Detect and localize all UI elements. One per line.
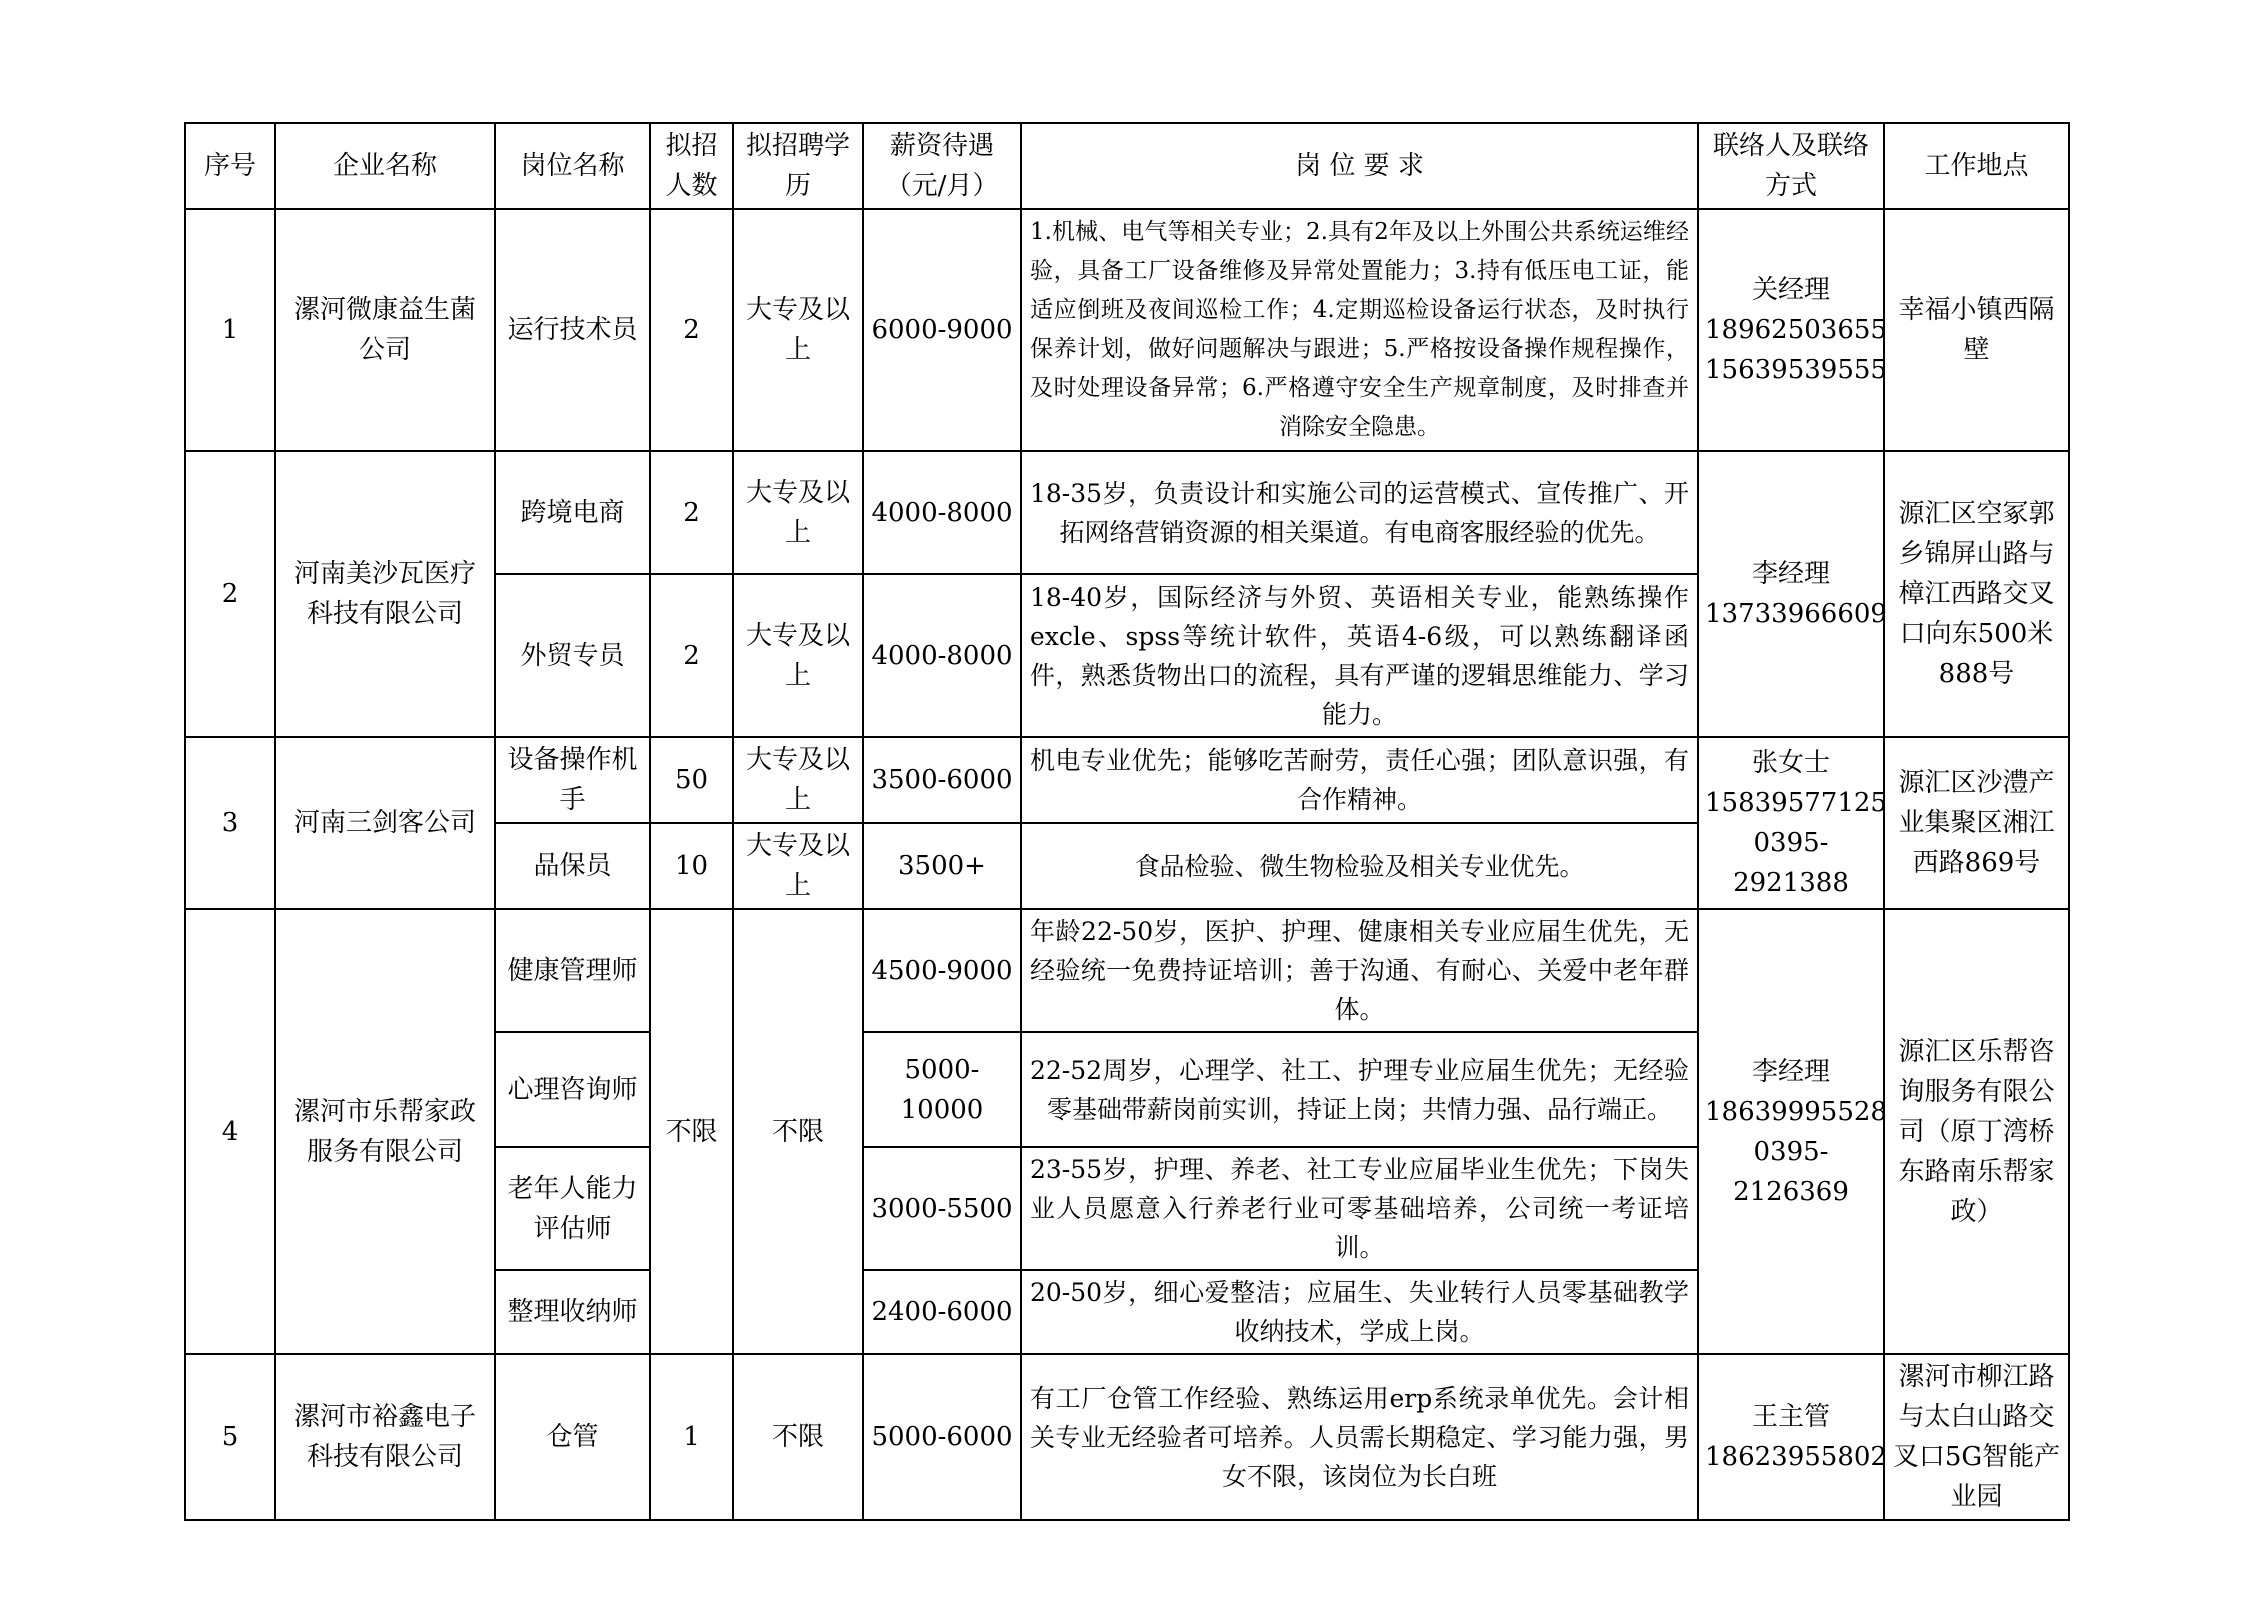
contact-name: 李经理 xyxy=(1751,559,1830,589)
contact-phone: 15839577125 xyxy=(1705,788,1887,818)
table-row xyxy=(185,451,2069,574)
contact-name: 关经理 xyxy=(1751,275,1830,305)
header-education: 拟招聘学历 xyxy=(733,123,863,209)
work-location: 幸福小镇西隔壁 xyxy=(1884,209,2069,451)
table-row xyxy=(185,909,2069,1032)
position-title: 设备操作机手 xyxy=(495,737,650,823)
salary: 3000-5500 xyxy=(863,1147,1021,1270)
contact-phone: 18639995528 xyxy=(1705,1096,1887,1127)
requirements: 1.机械、电气等相关专业；2.具有2年及以上外围公共系统运维经验，具备工厂设备维修及异常处置能力；3.持有低压电工证，能适应倒班及夜间巡检工作；4.定期巡检设备运行状态，及时执行保养计划，做好问题解决与跟进；5.严格按设备操作规程操作，及时处理设备异常；6.严格遵守安全生产规章制度，及时排查并消除安全隐患。 xyxy=(1021,209,1698,451)
education: 大专及以上 xyxy=(733,574,863,737)
header-company: 企业名称 xyxy=(275,123,495,209)
recruitment-table xyxy=(184,122,2070,1521)
salary: 4000-8000 xyxy=(863,451,1021,574)
salary: 4500-9000 xyxy=(863,909,1021,1032)
seq-cell: 3 xyxy=(185,737,275,909)
company-name: 河南美沙瓦医疗科技有限公司 xyxy=(275,451,495,737)
position-title: 运行技术员 xyxy=(495,209,650,451)
position-title: 外贸专员 xyxy=(495,574,650,737)
hire-count: 2 xyxy=(650,574,733,737)
requirements: 食品检验、微生物检验及相关专业优先。 xyxy=(1021,823,1698,909)
header-requirements: 岗 位 要 求 xyxy=(1021,123,1698,209)
header-location: 工作地点 xyxy=(1884,123,2069,209)
requirements: 22-52周岁，心理学、社工、护理专业应届生优先；无经验零基础带薪岗前实训，持证上岗；共情力强、品行端正。 xyxy=(1021,1032,1698,1147)
salary: 4000-8000 xyxy=(863,574,1021,737)
contact-phone: 13733966609 xyxy=(1705,599,1887,629)
header-salary: 薪资待遇（元/月） xyxy=(863,123,1021,209)
table-row xyxy=(185,1354,2069,1520)
requirements: 20-50岁，细心爱整洁；应届生、失业转行人员零基础教学收纳技术，学成上岗。 xyxy=(1021,1270,1698,1354)
position-title: 心理咨询师 xyxy=(495,1032,650,1147)
requirements: 机电专业优先；能够吃苦耐劳，责任心强；团队意识强，有合作精神。 xyxy=(1021,737,1698,823)
contact-cell xyxy=(1698,209,1887,451)
requirements: 年龄22-50岁，医护、护理、健康相关专业应届生优先，无经验统一免费持证培训；善于沟通、有耐心、关爱中老年群体。 xyxy=(1021,909,1698,1032)
hire-count: 2 xyxy=(650,209,733,451)
salary: 3500+ xyxy=(863,823,1021,909)
salary: 2400-6000 xyxy=(863,1270,1021,1354)
salary: 5000-10000 xyxy=(863,1032,1021,1147)
contact-name: 张女士 xyxy=(1751,748,1830,778)
requirements: 23-55岁，护理、养老、社工专业应届毕业生优先；下岗失业人员愿意入行养老行业可零基础培养，公司统一考证培训。 xyxy=(1021,1147,1698,1270)
company-name: 河南三剑客公司 xyxy=(275,737,495,909)
table-row xyxy=(185,737,2069,823)
hire-count: 50 xyxy=(650,737,733,823)
seq-cell: 1 xyxy=(185,209,275,451)
work-location: 漯河市柳江路与太白山路交叉口5G智能产业园 xyxy=(1884,1354,2069,1520)
requirements: 18-40岁，国际经济与外贸、英语相关专业，能熟练操作excle、spss等统计软件，英语4-6级，可以熟练翻译函件，熟悉货物出口的流程，具有严谨的逻辑思维能力、学习能力。 xyxy=(1021,574,1698,737)
contact-phone: 0395-2921388 xyxy=(1733,828,1849,898)
requirements: 有工厂仓管工作经验、熟练运用erp系统录单优先。会计相关专业无经验者可培养。人员需长期稳定、学习能力强，男女不限，该岗位为长白班 xyxy=(1021,1354,1698,1520)
header-position: 岗位名称 xyxy=(495,123,650,209)
hire-count: 2 xyxy=(650,451,733,574)
hire-count: 1 xyxy=(650,1354,733,1520)
contact-cell xyxy=(1698,909,1887,1354)
requirements: 18-35岁，负责设计和实施公司的运营模式、宣传推广、开拓网络营销资源的相关渠道。有电商客服经验的优先。 xyxy=(1021,451,1698,574)
position-title: 品保员 xyxy=(495,823,650,909)
salary: 5000-6000 xyxy=(863,1354,1021,1520)
header-row xyxy=(185,123,2069,209)
table-row xyxy=(185,209,2069,451)
salary: 3500-6000 xyxy=(863,737,1021,823)
contact-cell xyxy=(1698,451,1887,737)
position-title: 健康管理师 xyxy=(495,909,650,1032)
education: 大专及以上 xyxy=(733,737,863,823)
education: 大专及以上 xyxy=(733,209,863,451)
contact-phone: 15639539555 xyxy=(1705,355,1887,385)
company-name: 漯河微康益生菌公司 xyxy=(275,209,495,451)
header-count: 拟招人数 xyxy=(650,123,733,209)
contact-phone: 18623955802 xyxy=(1705,1442,1887,1472)
contact-cell xyxy=(1698,737,1887,909)
education: 大专及以上 xyxy=(733,823,863,909)
work-location: 源汇区沙澧产业集聚区湘江西路869号 xyxy=(1884,737,2069,909)
contact-cell xyxy=(1698,1354,1887,1520)
seq-cell: 5 xyxy=(185,1354,275,1520)
position-title: 老年人能力评估师 xyxy=(495,1147,650,1270)
education: 不限 xyxy=(733,1354,863,1520)
hire-count: 10 xyxy=(650,823,733,909)
header-contact: 联络人及联络方式 xyxy=(1698,123,1884,209)
seq-cell: 4 xyxy=(185,909,275,1354)
hire-count: 不限 xyxy=(650,909,733,1354)
position-title: 整理收纳师 xyxy=(495,1270,650,1354)
contact-phone: 18962503655 xyxy=(1705,315,1887,345)
seq-cell: 2 xyxy=(185,451,275,737)
contact-name: 李经理 xyxy=(1751,1056,1830,1087)
contact-phone: 0395-2126369 xyxy=(1733,1136,1849,1207)
position-title: 仓管 xyxy=(495,1354,650,1520)
position-title: 跨境电商 xyxy=(495,451,650,574)
company-name: 漯河市乐帮家政服务有限公司 xyxy=(275,909,495,1354)
contact-name: 王主管 xyxy=(1751,1402,1830,1432)
salary: 6000-9000 xyxy=(863,209,1021,451)
education: 大专及以上 xyxy=(733,451,863,574)
education: 不限 xyxy=(733,909,863,1354)
company-name: 漯河市裕鑫电子科技有限公司 xyxy=(275,1354,495,1520)
work-location: 源汇区乐帮咨询服务有限公司（原丁湾桥东路南乐帮家政） xyxy=(1884,909,2069,1354)
header-seq: 序号 xyxy=(185,123,275,209)
work-location: 源汇区空冢郭乡锦屏山路与樟江西路交叉口向东500米888号 xyxy=(1884,451,2069,737)
